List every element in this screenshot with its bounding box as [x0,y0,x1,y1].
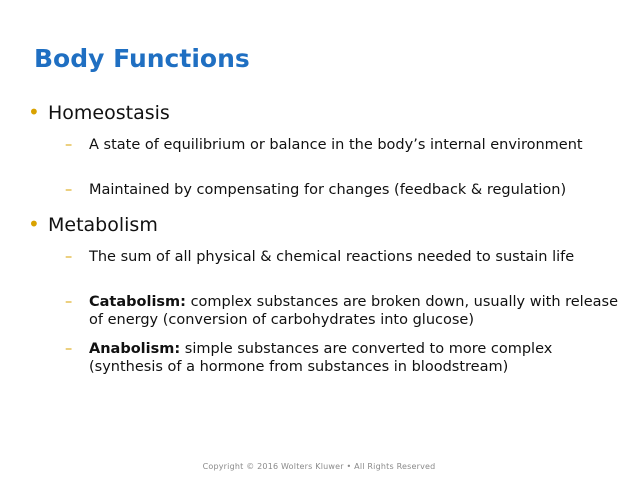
bullet-label: Metabolism [48,214,158,236]
dash-icon: – [65,294,73,310]
sub-bullet [65,181,625,199]
sub-bullet [65,248,625,266]
sub-bullet [65,293,625,329]
dash-icon: – [65,341,73,357]
sub-bullet [65,340,625,376]
sub-bold: Anabolism: [89,341,181,357]
sub-text: complex substances are broken down, usually with release of energy (conversion of carbohydrates into glucose) [89,294,618,328]
bullet-dot-icon: • [28,212,40,236]
slide-title: Body Functions [34,44,250,73]
copyright-footer: Copyright © 2016 Wolters Kluwer • All Rights Reserved [202,462,436,471]
dash-icon: – [65,249,73,265]
bullet-label: Homeostasis [48,102,170,124]
sub-bold: Catabolism: [89,294,186,310]
sub-text: The sum of all physical & chemical reactions needed to sustain life [89,249,575,265]
bullet-homeostasis [28,100,170,124]
sub-text: A state of equilibrium or balance in the body’s internal environment [89,137,583,153]
dash-icon: – [65,137,73,153]
sub-text: simple substances are converted to more complex (synthesis of a hormone from substances in bloodstream) [89,341,553,375]
bullet-metabolism [28,212,158,236]
sub-bullet [65,136,625,154]
bullet-dot-icon: • [28,100,40,124]
dash-icon: – [65,182,73,198]
sub-text: Maintained by compensating for changes (feedback & regulation) [89,182,567,198]
